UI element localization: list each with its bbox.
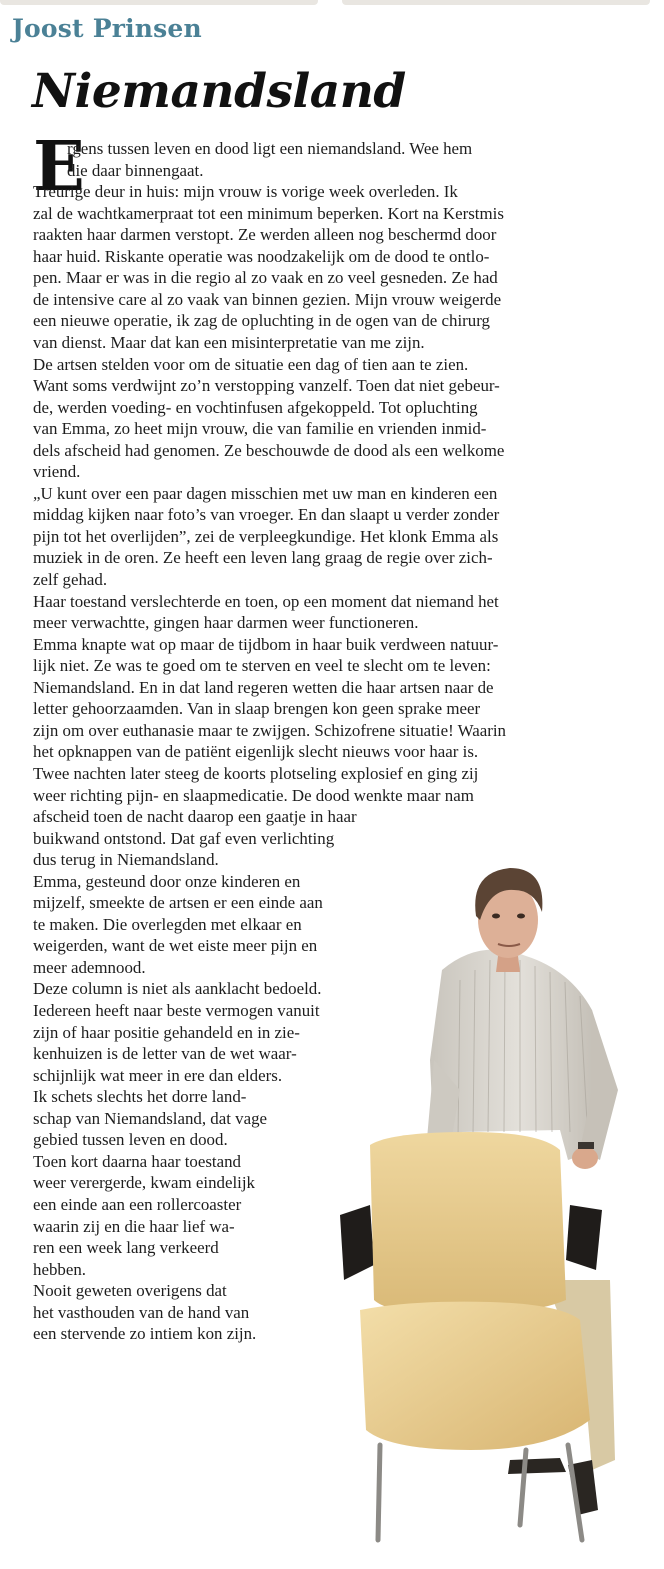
article-line: weer verergerde, kwam eindelijk [33, 1173, 255, 1193]
article-line: middag kijken naar foto’s van vroeger. En dan slaapt u verder zonder [33, 505, 500, 525]
shirt [430, 950, 608, 1160]
shoe-left [508, 1458, 566, 1474]
article-line: het opknappen van de patiënt eigenlijk slecht nieuws voor haar is. [33, 742, 479, 762]
top-edge-left [0, 0, 318, 5]
article-line: zijn of haar positie gehandeld en in zie- [33, 1022, 300, 1042]
neck [496, 956, 520, 972]
article-line: Want soms verdwijnt zo’n verstopping vanzelf. Toen dat niet gebeur- [33, 376, 500, 396]
author-photo [330, 860, 650, 1550]
top-edge [0, 0, 664, 6]
article-line: Toen kort daarna haar toestand [33, 1151, 241, 1171]
article-line: schijnlijk wat meer in ere dan elders. [33, 1065, 283, 1085]
article-line: Treurige deur in huis: mijn vrouw is vorige week overleden. Ik [33, 182, 458, 202]
article-line: dels afscheid had genomen. Ze beschouwde de dood als een welkome [33, 440, 505, 460]
article-line: meer verwachtte, gingen haar darmen weer functioneren. [33, 613, 419, 633]
article-line: Emma, gesteund door onze kinderen en [33, 871, 301, 891]
article-line: hebben. [33, 1259, 86, 1279]
article-line: de, werden voeding- en vochtinfusen afgekoppeld. Tot opluchting [33, 397, 478, 417]
article-line: zijn om over euthanasie maar te zwijgen. Schizofrene situatie! Waarin [33, 720, 506, 740]
article-line: vriend. [33, 462, 81, 482]
article-line: die daar binnengaat. [67, 160, 204, 180]
article-line: meer ademnood. [33, 957, 146, 977]
article-line: dus terug in Niemandsland. [33, 850, 219, 870]
article-line: Twee nachten later steeg de koorts plotseling explosief en ging zij [33, 763, 479, 783]
article-line: buikwand ontstond. Dat gaf even verlichting [33, 828, 335, 848]
article-line: schap van Niemandsland, dat vage [33, 1108, 268, 1128]
article-line: de intensive care al zo vaak van binnen gezien. Mijn vrouw weigerde [33, 289, 502, 309]
article-line: een nieuwe operatie, ik zag de opluchting in de ogen van de chirurg [33, 311, 490, 331]
article-line: pijn tot het overlijden”, zei de verpleegkundige. Het klonk Emma als [33, 526, 499, 546]
wristwatch [578, 1142, 594, 1149]
article-line: haar huid. Riskante operatie was noodzakelijk om de dood te ontlo- [33, 246, 490, 266]
article-line: Ik schets slechts het dorre land- [33, 1087, 247, 1107]
article-line: ren een week lang verkeerd [33, 1238, 219, 1258]
chair-armrest-left [340, 1205, 374, 1280]
chair-armrest-right [566, 1205, 602, 1270]
article-line: weigerden, want de wet eiste meer pijn en [33, 936, 318, 956]
article-line: pen. Maar er was in die regio al zo vaak en zo veel gesneden. Ze had [33, 268, 498, 288]
article-line: Niemandsland. En in dat land regeren wetten die haar artsen naar de [33, 677, 494, 697]
article-line: van Emma, zo heet mijn vrouw, die van familie en vrienden inmid- [33, 419, 487, 439]
article-line: „U kunt over een paar dagen misschien met uw man en kinderen een [33, 483, 498, 503]
article-line: zelf gehad. [33, 570, 108, 589]
article-line: afscheid toen de nacht daarop een gaatje in haar [33, 807, 357, 827]
article-line: rgens tussen leven en dood ligt een niemandsland. Wee hem [67, 139, 473, 158]
article-line: zal de wachtkamerpraat tot een minimum beperken. Kort na Kerstmis [33, 203, 504, 223]
article-line: Emma knapte wat op maar de tijdbom in haar buik verdween natuur- [33, 634, 499, 654]
article-line: Nooit geweten overigens dat [33, 1281, 227, 1301]
article-line: waarin zij en die haar lief wa- [33, 1216, 235, 1236]
article-line: Deze column is niet als aanklacht bedoeld. [33, 979, 322, 999]
article-line: een einde aan een rollercoaster [33, 1194, 242, 1214]
article-line: letter gehoorzaamden. Van in slaap brengen kon geen sprake meer [33, 699, 481, 719]
article-line: mijzelf, smeekte de artsen er een einde aan [33, 893, 323, 913]
article-line: lijk niet. Ze was te goed om te sterven en veel te slecht om te leven: [33, 656, 491, 676]
hand-right [572, 1147, 598, 1169]
author-byline: Joost Prinsen [12, 14, 202, 43]
chair-seat [360, 1302, 590, 1450]
article-line: kenhuizen is de letter van de wet waar- [33, 1044, 297, 1064]
article-line: raakten haar darmen verstopt. Ze werden alleen nog beschermd door [33, 225, 497, 245]
article-line: het vasthouden van de hand van [33, 1302, 250, 1322]
article-line: muziek in de oren. Ze heeft een leven lang graag de regie over zich- [33, 548, 493, 568]
article-line: van dienst. Maar dat kan een misinterpretatie van me zijn. [33, 332, 425, 352]
headline: Niemandsland [32, 64, 406, 119]
article-line: een stervende zo intiem kon zijn. [33, 1324, 257, 1344]
article-line: te maken. Die overlegden met elkaar en [33, 914, 302, 934]
article-line: Iedereen heeft naar beste vermogen vanuit [33, 1001, 320, 1020]
top-edge-right [342, 0, 650, 5]
article-line: weer richting pijn- en slaapmedicatie. De dood wenkte maar nam [33, 785, 474, 805]
article-line: De artsen stelden voor om de situatie een dag of tien aan te zien. [33, 354, 469, 374]
drop-cap: E [33, 127, 85, 207]
article-line: Haar toestand verslechterde en toen, op een moment dat niemand het [33, 591, 499, 611]
chair-backrest [370, 1132, 566, 1315]
article-line: gebied tussen leven en dood. [33, 1130, 228, 1150]
